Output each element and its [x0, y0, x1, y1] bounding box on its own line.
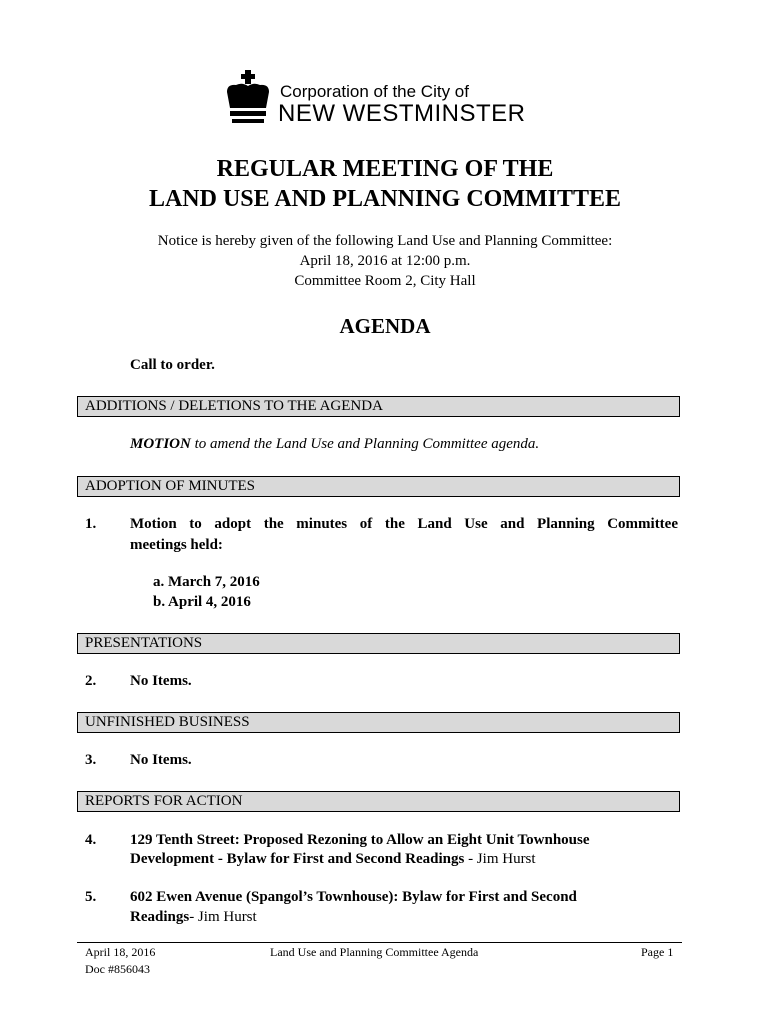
section-title: ADOPTION OF MINUTES [85, 478, 256, 494]
notice-line1: Notice is hereby given of the following Land Use and Planning Committee: [157, 233, 613, 249]
logo-text-line1: Corporation of the City of [280, 82, 469, 101]
document-title-line2: LAND USE AND PLANNING COMMITTEE [148, 186, 622, 212]
section-title: ADDITIONS / DELETIONS TO THE AGENDA [85, 398, 383, 414]
crown-icon [224, 70, 276, 126]
section-header-additions [77, 396, 680, 417]
city-logo [224, 70, 534, 128]
item5-line2 [130, 909, 257, 926]
footer-page-number: Page 1 [641, 945, 674, 959]
item-number: 1. [85, 516, 97, 532]
notice-location: Committee Room 2, City Hall [294, 273, 476, 289]
section-title: UNFINISHED BUSINESS [85, 714, 250, 730]
section-title: REPORTS FOR ACTION [85, 793, 243, 809]
item-number: 5. [85, 889, 97, 905]
minutes-date-a: a. March 7, 2016 [153, 574, 260, 590]
item1-line1: Motion to adopt the minutes of the Land Use and Planning Committee [130, 516, 678, 532]
item5-title-end: Readings [130, 909, 190, 925]
agenda-heading: AGENDA [339, 314, 431, 338]
footer-title: Land Use and Planning Committee Agenda [270, 945, 479, 959]
footer-date: April 18, 2016 [85, 945, 156, 959]
section-header-presentations [77, 633, 680, 654]
motion-label: MOTION [130, 436, 191, 452]
footer-divider [77, 942, 682, 943]
motion-text: to amend the Land Use and Planning Committee agenda. [190, 436, 540, 452]
minutes-date-b: b. April 4, 2016 [153, 594, 251, 610]
motion-line [130, 436, 539, 453]
item-number: 2. [85, 673, 97, 689]
item-number: 4. [85, 832, 97, 848]
item5-line1: 602 Ewen Avenue (Spangol’s Townhouse): Bylaw for First and Second [130, 889, 577, 905]
section-title: PRESENTATIONS [85, 635, 203, 651]
item3-text: No Items. [130, 752, 192, 768]
item4-presenter: - Jim Hurst [464, 851, 536, 867]
item1-line2: meetings held: [130, 537, 223, 553]
logo-text-line2: NEW WESTMINSTER [278, 100, 526, 127]
item5-presenter: - Jim Hurst [189, 909, 257, 925]
section-header-unfinished [77, 712, 680, 733]
item2-text: No Items. [130, 673, 192, 689]
section-header-minutes [77, 476, 680, 497]
call-to-order: Call to order. [130, 357, 215, 373]
item-number: 3. [85, 752, 97, 768]
item4-line2 [130, 851, 536, 868]
footer-doc-number: Doc #856043 [85, 962, 150, 976]
document-title-line1: REGULAR MEETING OF THE [216, 156, 554, 182]
item4-line1: 129 Tenth Street: Proposed Rezoning to Allow an Eight Unit Townhouse [130, 832, 590, 848]
notice-date: April 18, 2016 at 12:00 p.m. [299, 253, 471, 269]
item4-title-end: Development - Bylaw for First and Second Readings [130, 851, 465, 867]
section-header-reports [77, 791, 680, 812]
